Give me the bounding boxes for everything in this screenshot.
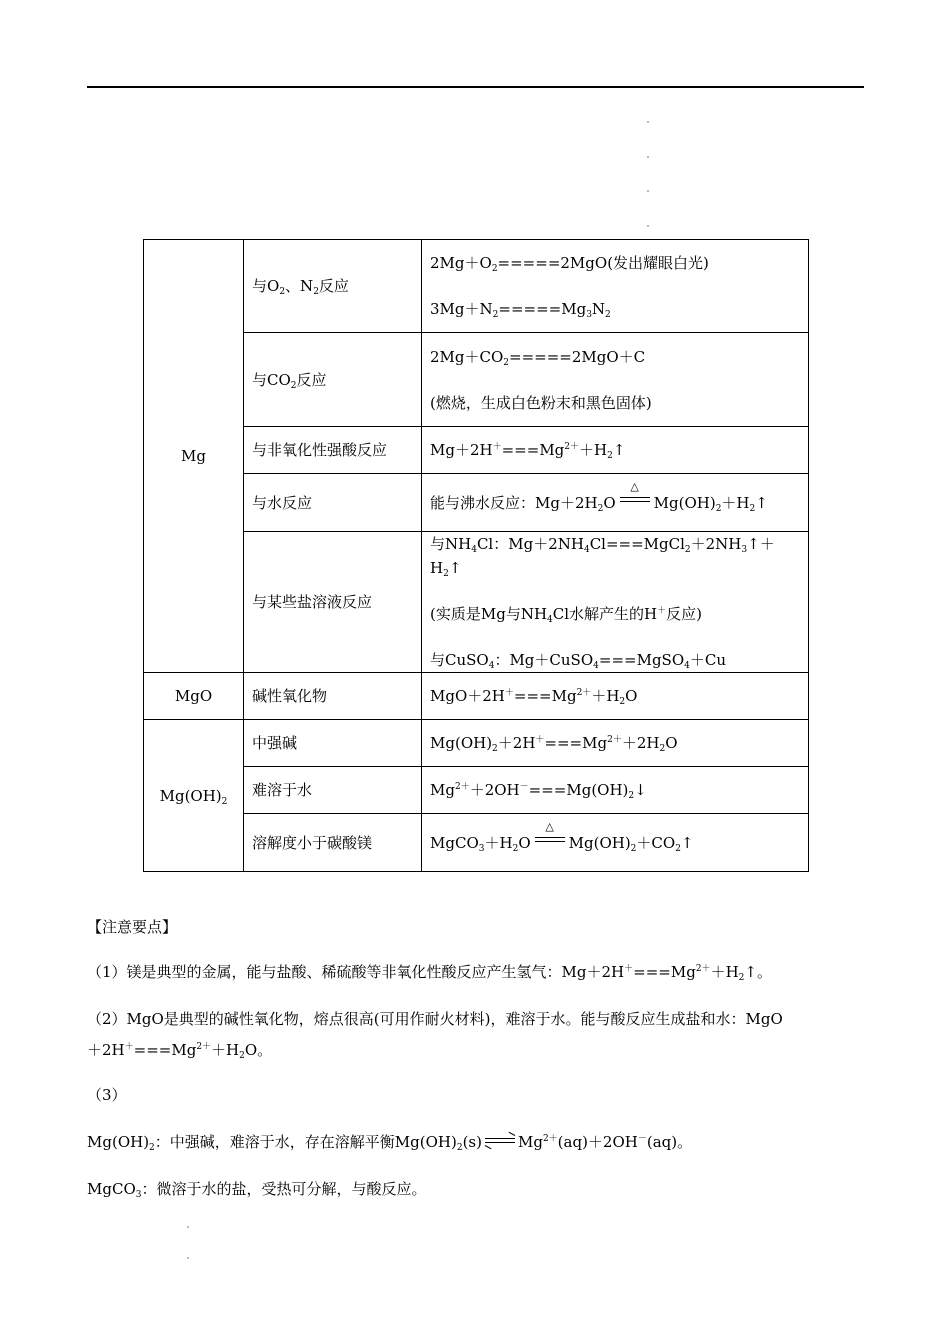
note-mgco3: MgCO$_3$：微溶于水的盐，受热可分解，与酸反应。 <box>87 1180 427 1200</box>
table-row <box>144 240 809 333</box>
property-cell: 碱性氧化物 <box>244 673 422 720</box>
property-cell: 中强碱 <box>244 720 422 767</box>
table-row <box>144 532 809 673</box>
equation-cell: $Mg^{2+}+2OH^-===Mg(OH)_2↓$ <box>422 767 809 814</box>
dot-mark <box>187 1257 189 1259</box>
dot-mark <box>647 121 649 123</box>
dot-mark <box>647 156 649 158</box>
property-cell: 与水反应 <box>244 474 422 532</box>
property-cell: 与非氧化性强酸反应 <box>244 427 422 474</box>
dot-mark <box>647 225 649 227</box>
heat-condition-sign: △ <box>533 833 567 847</box>
equation-cell: $MgCO_3+H_2O$ △ $Mg(OH)_2+CO_2↑$ <box>422 814 809 872</box>
property-cell: 与某些盐溶液反应 <box>244 532 422 673</box>
magnesium-table <box>143 239 809 872</box>
note-2-cont: $+2H^+===Mg^{2+}+H_2O$。 <box>87 1041 273 1061</box>
property-cell: 溶解度小于碳酸镁 <box>244 814 422 872</box>
note-1: （1）镁是典型的金属，能与盐酸、稀硫酸等非氧化性酸反应产生氢气：$Mg+2H^+===Mg^{2+}+H_2↑$。 <box>87 963 772 983</box>
header-rule <box>87 86 864 88</box>
dot-mark <box>647 190 649 192</box>
substance-mgo: MgO <box>144 673 244 720</box>
table-row <box>144 333 809 427</box>
equation-cell: $2Mg+CO_2=====2MgO+C$ (燃烧，生成白色粉末和黑色固体) <box>422 333 809 427</box>
table-row <box>144 814 809 872</box>
table-row <box>144 673 809 720</box>
notes-title: 【注意要点】 <box>87 918 178 936</box>
substance-mg: Mg <box>144 240 244 673</box>
equation-cell: $MgO+2H^+===Mg^{2+}+H_2O$ <box>422 673 809 720</box>
table-row <box>144 474 809 532</box>
property-cell: 难溶于水 <box>244 767 422 814</box>
dot-mark <box>187 1226 189 1228</box>
property-cell: 与$O_2$、$N_2$反应 <box>244 240 422 333</box>
equation-cell: 与$NH_4Cl$：$Mg+2NH_4Cl===MgCl_2+2NH_3↑+H_2↑$ (实质是Mg与$NH_4Cl$水解产生的H＋反应) 与CuSO$_4$：Mg＋CuSO$_4$===MgSO$_4$＋Cu <box>422 532 809 673</box>
table-row <box>144 720 809 767</box>
heat-condition-sign: △ <box>618 493 652 507</box>
equation-cell: $2Mg+O_2=====2MgO$(发出耀眼白光) $3Mg+N_2=====Mg_3N_2$ <box>422 240 809 333</box>
substance-mgoh2: $Mg(OH)_2$ <box>144 720 244 872</box>
note-3: （3） <box>87 1086 127 1104</box>
note-mgoh2: $Mg(OH)_2$：中强碱，难溶于水，存在溶解平衡$Mg(OH)_2(s)$ $Mg^{2+}(aq)+2OH^-(aq)$。 <box>87 1133 693 1153</box>
table-row <box>144 767 809 814</box>
equation-cell: 能与沸水反应：$Mg+2H_2O$ △ $Mg(OH)_2+H_2↑$ <box>422 474 809 532</box>
equilibrium-arrow-icon <box>485 1135 515 1147</box>
property-cell: 与$CO_2$反应 <box>244 333 422 427</box>
table-row <box>144 427 809 474</box>
note-2: （2）MgO是典型的碱性氧化物，熔点很高(可用作耐火材料)，难溶于水。能与酸反应生成盐和水：MgO <box>87 1010 783 1028</box>
equation-cell: $Mg+2H^+===Mg^{2+}+H_2↑$ <box>422 427 809 474</box>
equation-cell: $Mg(OH)_2+2H^+===Mg^{2+}+2H_2O$ <box>422 720 809 767</box>
